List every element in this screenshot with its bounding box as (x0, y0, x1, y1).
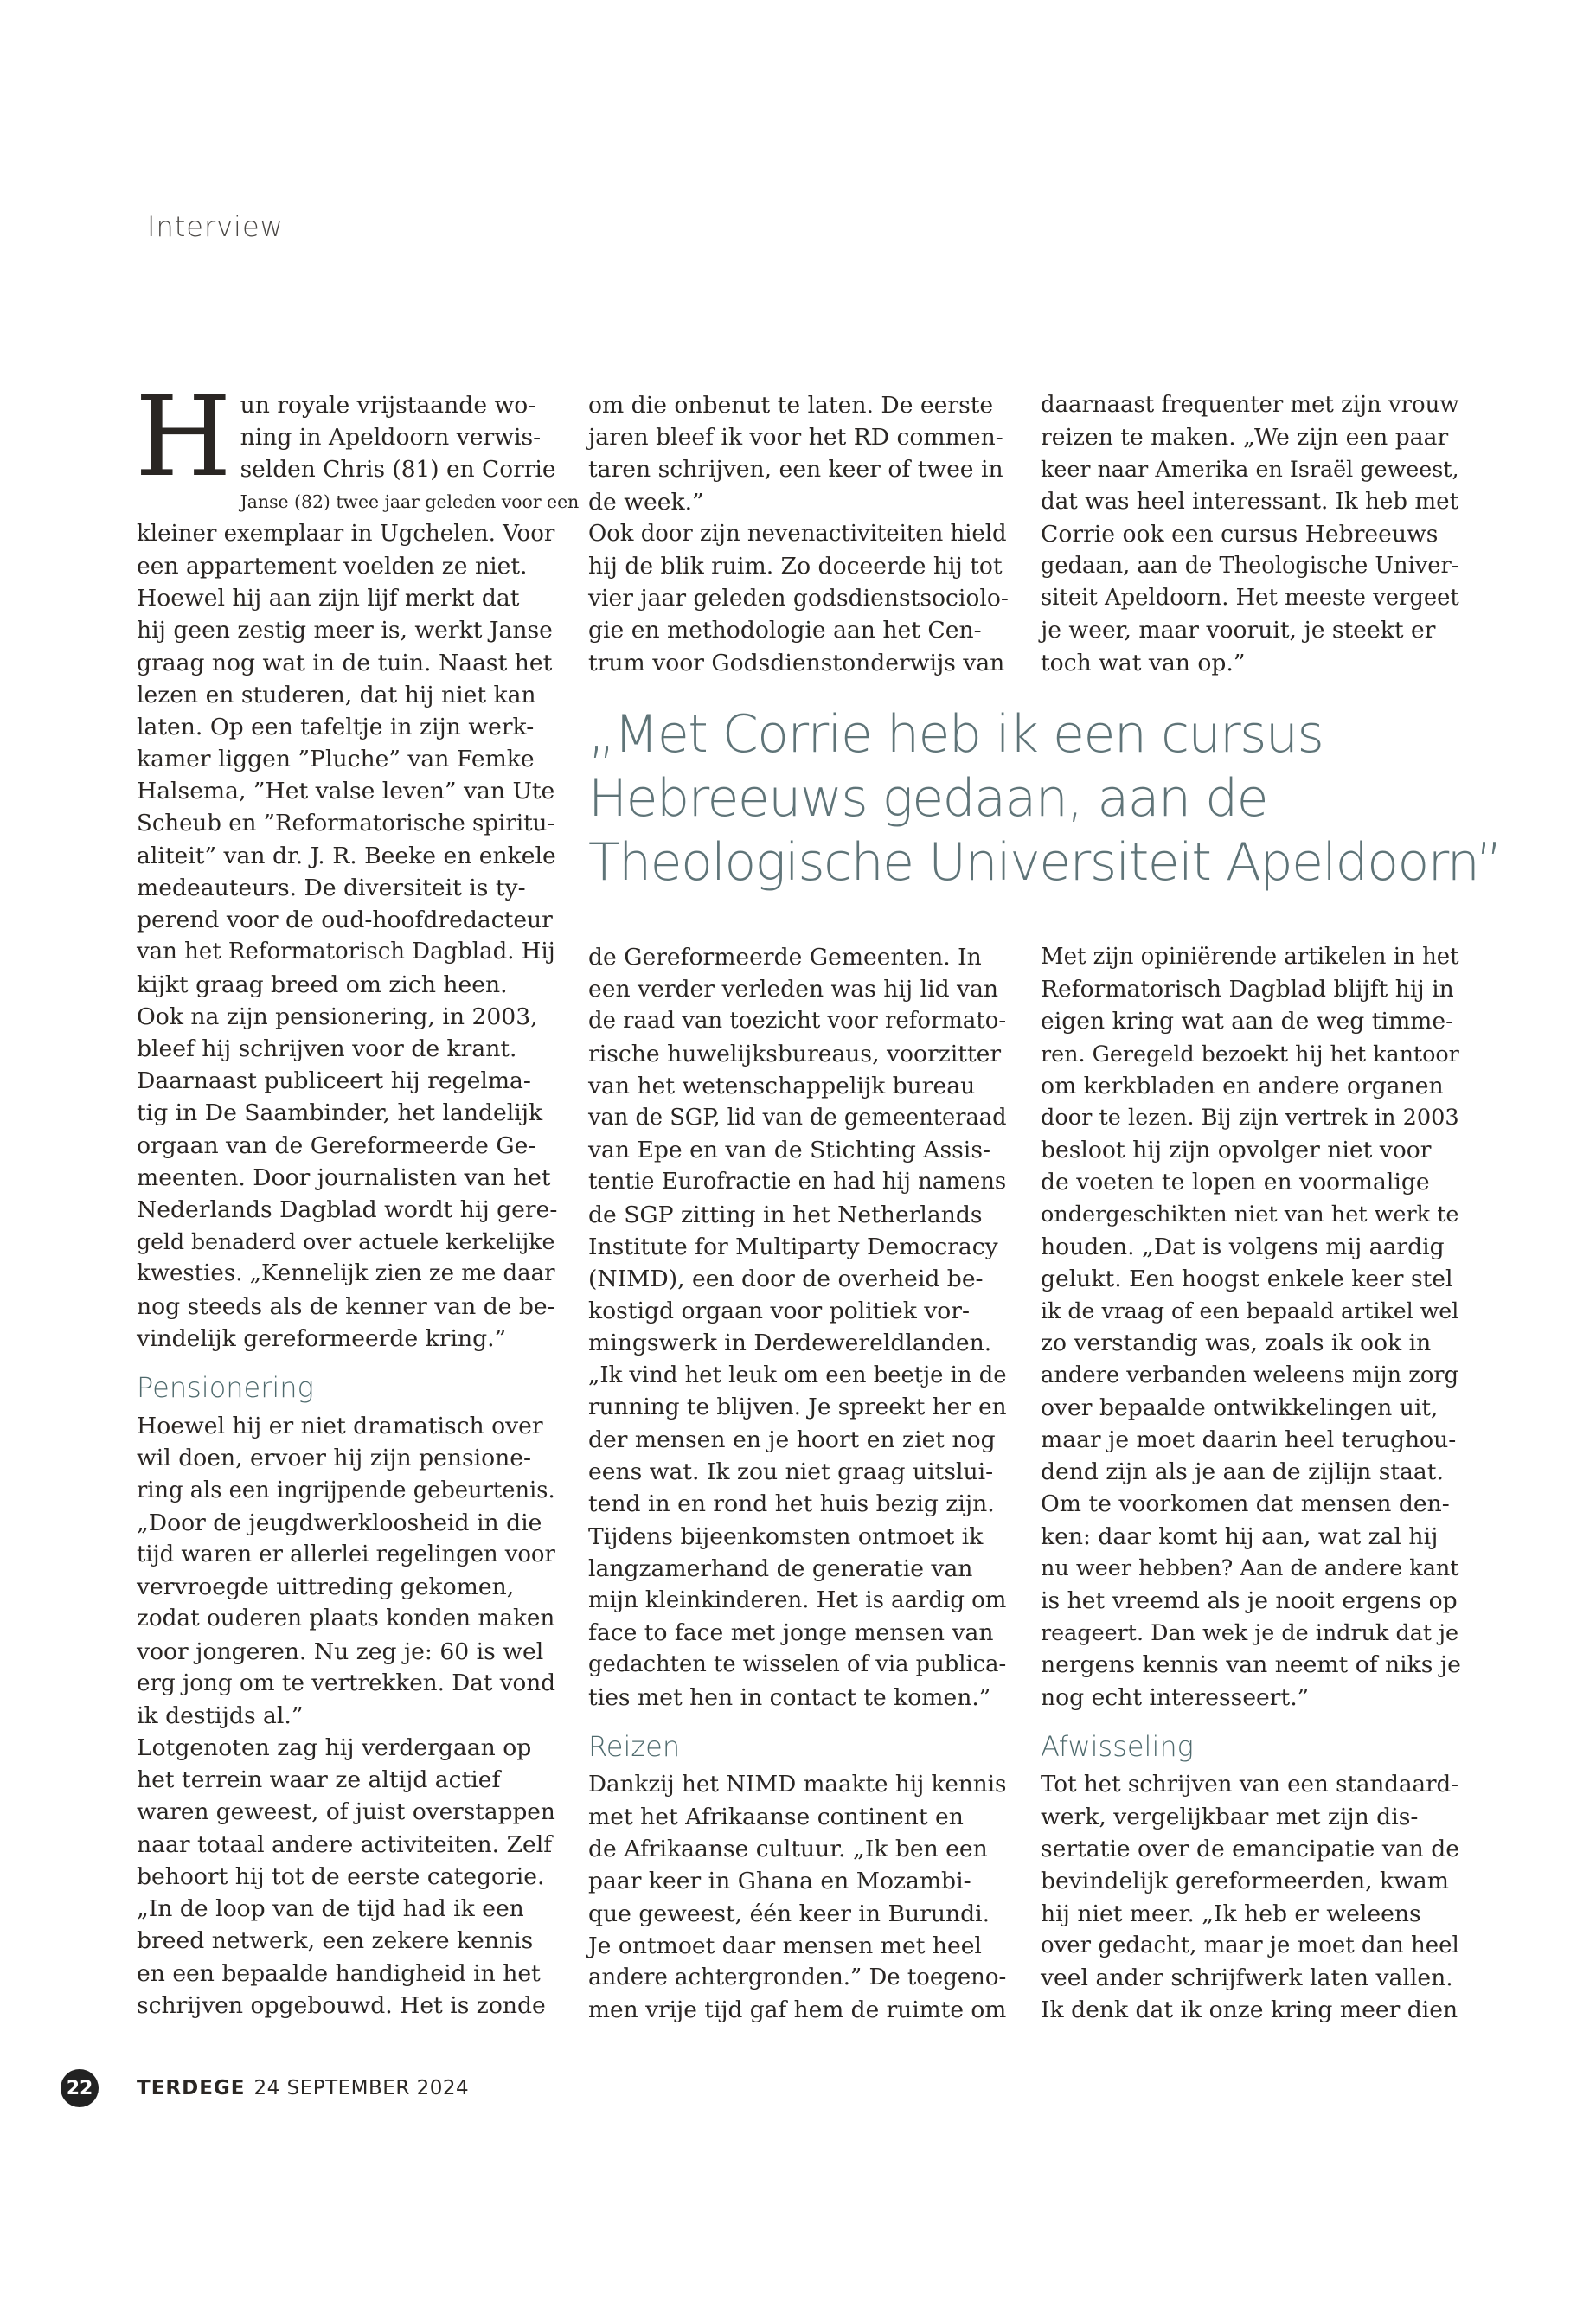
text-line: kostigd orgaan voor politiek vor- (588, 1298, 970, 1325)
text-line: „Met Corrie heb ik een cursus (588, 704, 1324, 765)
text-line: nu weer hebben? Aan de andere kant (1041, 1554, 1459, 1581)
text-line: kleiner exemplaar in Ugchelen. Voor (137, 520, 555, 547)
text-line: perend voor de oud-hoofdredacteur (137, 907, 553, 934)
text-line: ning in Apeldoorn verwis- (240, 424, 542, 452)
text-line: tijd waren er allerlei regelingen voor (137, 1541, 555, 1567)
column-2-bottom-body-2 (588, 1769, 1009, 2027)
text-line: reizen te maken. „We zijn een paar (1041, 424, 1449, 452)
issue-date: 24 SEPTEMBER 2024 (253, 2077, 470, 2099)
text-line: gedaan, aan de Theologische Univer- (1041, 553, 1459, 580)
text-line: Reformatorisch Dagblad blijft hij in (1041, 976, 1454, 1003)
text-line: andere achtergronden.” De toegeno- (588, 1965, 1007, 1991)
text-line: meenten. Door journalisten van het (137, 1163, 551, 1191)
text-line: que geweest, één keer in Burundi. (588, 1900, 990, 1927)
text-line: selden Chris (81) en Corrie (240, 456, 556, 484)
column-3-bottom (1041, 941, 1461, 2027)
text-line: de Gereformeerde Gemeenten. In (588, 944, 982, 971)
text-line: van Epe en van de Stichting Assis- (588, 1137, 990, 1164)
text-line: tend in en rond het huis bezig zijn. (588, 1490, 995, 1518)
text-line: van het wetenschappelijk bureau (588, 1072, 976, 1099)
subhead-afwisseling: Afwisseling (1041, 1729, 1194, 1763)
text-line: dat was heel interessant. Ik heb met (1041, 488, 1459, 515)
text-line: de raad van toezicht voor reformato- (588, 1008, 1007, 1035)
text-line: houden. „Dat is volgens mij aardig (1041, 1233, 1445, 1260)
text-line: vervroegde uittreding gekomen, (137, 1574, 515, 1601)
text-line: van het Reformatorisch Dagblad. Hij (137, 939, 555, 965)
text-line: ken: daar komt hij aan, wat zal hij (1041, 1522, 1439, 1550)
text-line: erg jong om te vertrekken. Dat vond (137, 1670, 555, 1696)
text-line: nergens kennis van neemt of niks je (1041, 1651, 1461, 1679)
text-line: naar totaal andere activiteiten. Zelf (137, 1830, 553, 1858)
text-line: hij de blik ruim. Zo doceerde hij tot (588, 553, 1003, 580)
text-line: „Ik vind het leuk om een beetje in de (588, 1362, 1007, 1388)
text-line: lezen en studeren, dat hij niet kan (137, 681, 536, 708)
text-line: rische huwelijksbureaus, voorzitter (588, 1040, 1002, 1067)
text-line: nog echt interesseert.” (1041, 1683, 1310, 1711)
column-3-bottom-body (1041, 941, 1461, 1714)
text-line: Scheub en ”Reformatorische spiritu- (137, 810, 555, 836)
column-3-top-body (1041, 389, 1461, 679)
text-line: maar je moet daarin heel terughou- (1041, 1426, 1457, 1454)
text-line: schrijven opgebouwd. Het is zonde (137, 1991, 546, 2019)
text-line: nog steeds als de kenner van de be- (137, 1292, 555, 1320)
text-line: mingswerk in Derdewereldlanden. (588, 1330, 992, 1357)
text-line: ties met hen in contact te komen.” (588, 1683, 991, 1711)
text-line: een verder verleden was hij lid van (588, 976, 999, 1003)
text-line: om die onbenut te laten. De eerste (588, 392, 994, 419)
text-line: over bepaalde ontwikkelingen uit, (1041, 1394, 1439, 1421)
text-line: men vrije tijd gaf hem de ruimte om (588, 1997, 1007, 2024)
text-line: aliteit” van dr. J. R. Beeke en enkele (137, 842, 556, 869)
text-line: een appartement voelden ze niet. (137, 553, 528, 580)
text-line: de voeten te lopen en voormalige (1041, 1169, 1430, 1196)
text-line: het terrein waar ze altijd actief (137, 1766, 501, 1794)
text-line: is het vreemd als je nooit ergens op (1041, 1587, 1458, 1615)
text-line: ondergeschikten niet van het werk te (1041, 1201, 1459, 1227)
text-line: Hoewel hij er niet dramatisch over (137, 1413, 543, 1440)
text-line: bleef hij schrijven voor de krant. (137, 1035, 517, 1063)
text-line: reageert. Dan wek je de indruk dat je (1041, 1619, 1459, 1646)
text-line: jaren bleef ik voor het RD commen- (588, 424, 1003, 452)
text-line: Theologische Universiteit Apeldoorn” (588, 832, 1502, 893)
text-line: Je ontmoet daar mensen met heel (588, 1932, 982, 1959)
text-line: hij geen zestig meer is, werkt Janse (137, 617, 553, 644)
text-line: je weer, maar vooruit, je steekt er (1041, 617, 1436, 644)
text-line: wil doen, ervoer hij zijn pensione- (137, 1445, 532, 1472)
text-line: eigen kring wat aan de weg timme- (1041, 1008, 1454, 1035)
text-line: vier jaar geleden godsdienstsociolo- (588, 585, 1009, 612)
text-line: medeauteurs. De diversiteit is ty- (137, 875, 526, 902)
text-line: un royale vrijstaande wo- (240, 392, 536, 419)
text-line: running te blijven. Je spreekt her en (588, 1394, 1007, 1420)
text-line: keer naar Amerika en Israël geweest, (1041, 456, 1459, 483)
column-3-top (1041, 389, 1461, 679)
text-line: ren. Geregeld bezoekt hij het kantoor (1041, 1040, 1459, 1067)
text-line: gedachten te wisselen of via publica- (588, 1651, 1007, 1678)
text-line: Met zijn opiniërende artikelen in het (1041, 944, 1459, 970)
magazine-name: TERDEGE (137, 2077, 246, 2099)
text-line: tig in De Saambinder, het landelijk (137, 1099, 543, 1127)
text-line: (NIMD), een door de overheid be- (588, 1266, 984, 1293)
drop-cap: H (135, 373, 232, 502)
text-line: veel ander schrijfwerk laten vallen. (1041, 1965, 1453, 1992)
text-line: mijn kleinkinderen. Het is aardig om (588, 1587, 1007, 1614)
text-line: Janse (82) twee jaar geleden voor een (240, 490, 580, 512)
text-line: Om te voorkomen dat mensen den- (1041, 1490, 1450, 1518)
text-line: hij niet meer. „Ik heb er weleens (1041, 1900, 1421, 1927)
text-line: kamer liggen ”Pluche” van Femke (137, 746, 535, 773)
text-line: laten. Op een tafeltje in zijn werk- (137, 714, 535, 741)
text-line: Hoewel hij aan zijn lijf merkt dat (137, 585, 520, 612)
subhead-reizen: Reizen (588, 1729, 681, 1763)
text-line: met het Afrikaanse continent en (588, 1804, 964, 1831)
text-line: ik destijds al.” (137, 1702, 304, 1729)
text-line: gelukt. Een hoogst enkele keer stel (1041, 1266, 1453, 1293)
text-line: langzamerhand de generatie van (588, 1554, 973, 1582)
text-line: Halsema, ”Het valse leven” van Ute (137, 778, 555, 805)
text-line: Institute for Multiparty Democracy (588, 1233, 998, 1260)
text-line: Corrie ook een cursus Hebreeuws (1041, 520, 1439, 548)
text-line: werk, vergelijkbaar met zijn dis- (1041, 1804, 1419, 1831)
text-line: daarnaast frequenter met zijn vrouw (1041, 392, 1459, 418)
text-line: „In de loop van de tijd had ik een (137, 1895, 524, 1923)
pull-quote (588, 702, 1502, 894)
text-line: face to face met jonge mensen van (588, 1619, 994, 1647)
text-line: breed netwerk, een zekere kennis (137, 1927, 534, 1955)
text-line: bevindelijk gereformeerden, kwam (1041, 1868, 1449, 1895)
column-2-bottom (588, 941, 1009, 2027)
text-line: Tijdens bijeenkomsten ontmoet ik (588, 1522, 984, 1550)
page-number-badge: 22 (61, 2069, 99, 2107)
text-line: der mensen en je hoort en ziet nog (588, 1426, 996, 1454)
column-2-top-body (588, 389, 1009, 679)
text-line: Lotgenoten zag hij verdergaan op (137, 1734, 532, 1762)
text-line: van de SGP, lid van de gemeenteraad (588, 1105, 1007, 1131)
text-line: graag nog wat in de tuin. Naast het (137, 649, 553, 676)
text-line: siteit Apeldoorn. Het meeste vergeet (1041, 585, 1459, 612)
text-line: geld benaderd over actuele kerkelijke (137, 1229, 555, 1255)
text-line: dend zijn als je aan de zijlijn staat. (1041, 1458, 1444, 1486)
text-line: Daarnaast publiceert hij regelma- (137, 1067, 531, 1095)
text-line: Ook door zijn nevenactiviteiten hield (588, 520, 1007, 547)
text-line: orgaan van de Gereformeerde Ge- (137, 1131, 536, 1159)
text-line: „Door de jeugdwerkloosheid in die (137, 1509, 542, 1536)
text-line: Nederlands Dagblad wordt hij gere- (137, 1196, 558, 1224)
column-3-bottom-body-2 (1041, 1769, 1461, 2027)
text-line: zo verstandig was, zoals ik ook in (1041, 1330, 1432, 1357)
text-line: behoort hij tot de eerste categorie. (137, 1862, 545, 1890)
text-line: ik de vraag of een bepaald artikel wel (1041, 1298, 1459, 1324)
text-line: tentie Eurofractie en had hij namens (588, 1169, 1007, 1195)
text-line: Dankzij het NIMD maakte hij kennis (588, 1771, 1007, 1798)
text-line: eens wat. Ik zou niet graag uitslui- (588, 1458, 994, 1486)
text-line: taren schrijven, een keer of twee in (588, 456, 1003, 484)
text-line: paar keer in Ghana en Mozambi- (588, 1868, 971, 1895)
text-line: gie en methodologie aan het Cen- (588, 617, 982, 644)
text-line: om kerkbladen en andere organen (1041, 1072, 1444, 1099)
text-line: Ook na zijn pensionering, in 2003, (137, 1003, 538, 1030)
text-line: over gedacht, maar je moet dan heel (1041, 1932, 1459, 1958)
text-line: de Afrikaanse cultuur. „Ik ben een (588, 1836, 988, 1863)
column-2-bottom-body (588, 941, 1009, 1714)
text-line: Tot het schrijven van een standaard- (1041, 1771, 1459, 1798)
text-line: voor jongeren. Nu zeg je: 60 is wel (137, 1638, 544, 1665)
section-label: Interview (147, 210, 284, 243)
column-1 (135, 373, 580, 2022)
text-line: Ik denk dat ik onze kring meer dien (1041, 1997, 1458, 2024)
text-line: sertatie over de emancipatie van de (1041, 1836, 1459, 1863)
text-line: de week.” (588, 488, 704, 516)
text-line: door te lezen. Bij zijn vertrek in 2003 (1041, 1105, 1459, 1131)
text-line: de SGP zitting in het Netherlands (588, 1201, 983, 1228)
subhead-pensionering: Pensionering (137, 1371, 314, 1405)
text-line: en een bepaalde handigheid in het (137, 1959, 541, 1987)
text-line: kwesties. „Kennelijk zien ze me daar (137, 1260, 555, 1287)
text-line: toch wat van op.” (1041, 649, 1246, 676)
text-line: ring als een ingrijpende gebeurtenis. (137, 1477, 555, 1503)
page-footer (61, 2069, 469, 2107)
column-2-top (588, 389, 1009, 679)
column-1-body-2 (137, 1410, 557, 2022)
text-line: zodat ouderen plaats konden maken (137, 1606, 555, 1632)
text-line: andere verbanden weleens mijn zorg (1041, 1362, 1459, 1388)
text-line: Hebreeuws gedaan, aan de (588, 768, 1268, 829)
text-line: vindelijk gereformeerde kring.” (137, 1324, 507, 1352)
text-line: besloot hij zijn opvolger niet voor (1041, 1137, 1432, 1164)
column-1-body (137, 486, 580, 1355)
text-line: waren geweest, of juist overstappen (137, 1798, 555, 1825)
text-line: kijkt graag breed om zich heen. (137, 971, 508, 998)
text-line: trum voor Godsdienstonderwijs van (588, 649, 1005, 676)
